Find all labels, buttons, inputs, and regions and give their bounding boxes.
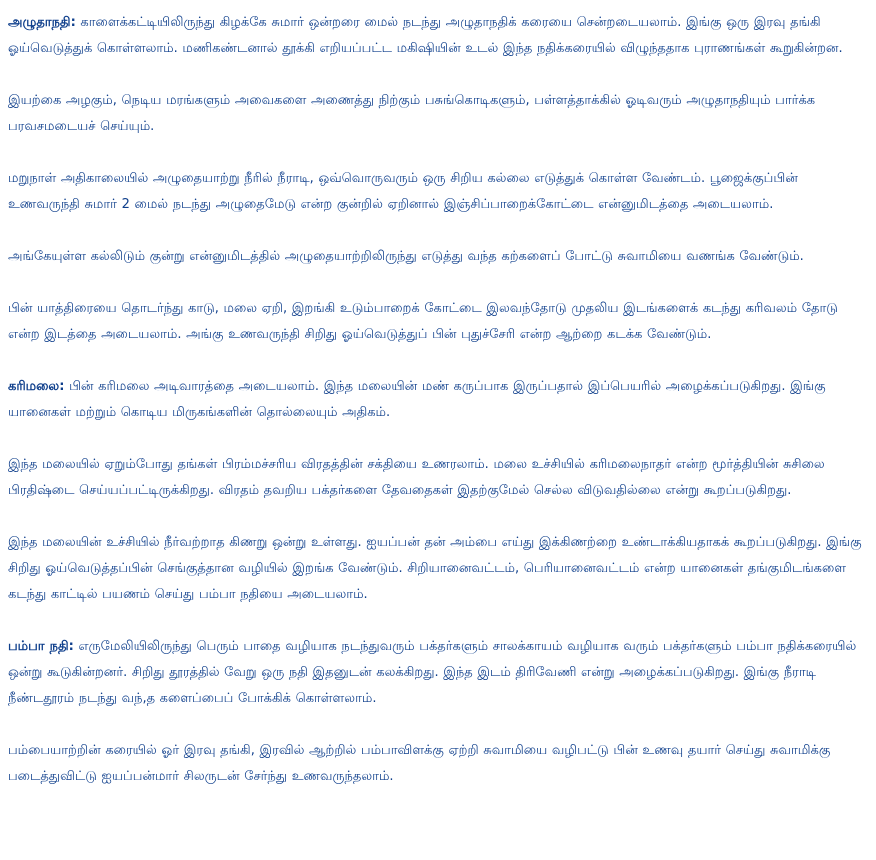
- paragraph-text: பின் யாத்திரையை தொடர்ந்து காடு, மலை ஏறி, இறங்கி உடும்பாறைக் கோட்டை இலவந்தோடு முதலிய இடங்களைக் கடந்து கரிவலம் தோடு என்ற இடத்தை அடையலாம். அங்கு உணவருந்தி சிறிது ஓய்வெடுத்துப் பின் புதுச்சேரி என்ற ஆற்றை கடக்க வேண்டும்.: [8, 301, 838, 342]
- paragraph-karimalai-climb: [8, 452, 870, 504]
- paragraph-pamba-night: [8, 738, 870, 790]
- paragraph-text: இந்த மலையின் உச்சியில் நீர்வற்றாத கிணறு ஒன்று உள்ளது. ஐயப்பன் தன் அம்பை எய்து இக்கிணற்றை உண்டாக்கியதாகக் கூறப்படுகிறது. இங்கு சிறிது ஓய்வெடுத்தப்பின் செங்குத்தான வழியில் இறங்க வேண்டும். சிறியானைவட்டம், பெரியானைவட்டம் என்ற யானைகள் தங்குமிடங்களை கடந்து காட்டில் பயணம் செய்து பம்பா நதியை அடையலாம்.: [8, 535, 862, 602]
- paragraph-text: காளைக்கட்டியிலிருந்து கிழக்கே சுமார் ஒன்றரை மைல் நடந்து அழுதாநதிக் கரையை சென்றடையலாம். இங்கு ஒரு இரவு தங்கி ஓய்வெடுத்துக் கொள்ளலாம். மணிகண்டனால் தூக்கி எறியப்பட்ட மகிஷியின் உடல் இந்த நதிக்கரையில் விழுந்ததாக புராணங்கள் கூறுகின்றன.: [8, 15, 843, 56]
- paragraph-kallidum-kundru: [8, 244, 870, 270]
- paragraph-next-morning: [8, 166, 870, 218]
- paragraph-text: இயற்கை அழகும், நெடிய மரங்களும் அவைகளை அணைத்து நிற்கும் பசுங்கொடிகளும், பள்ளத்தாக்கில் ஓடிவரும் அழுதாநதியும் பார்க்க பரவசமடையச் செய்யும்.: [8, 93, 816, 134]
- paragraph-karimalai: [8, 374, 870, 426]
- paragraph-nature: [8, 88, 870, 140]
- paragraph-text: அங்கேயுள்ள கல்லிடும் குன்று என்னுமிடத்தில் அழுதையாற்றிலிருந்து எடுத்து வந்த கற்களைப் போட்டு சுவாமியை வணங்க வேண்டும்.: [8, 249, 804, 264]
- paragraph-pamba-nadhi: [8, 634, 870, 712]
- paragraph-text: எருமேலியிலிருந்து பெரும் பாதை வழியாக நடந்துவரும் பக்தர்களும் சாலக்காயம் வழியாக வரும் பக்தர்களும் பம்பா நதிக்கரையில் ஒன்று கூடுகின்றனர். சிறிது தூரத்தில் வேறு ஒரு நதி இதனுடன் கலக்கிறது. இந்த இடம் திரிவேணி என்று அழைக்கப்படுகிறது. இங்கு நீராடி நீண்டதூரம் நடந்து வந்,த களைப்பைப் போக்கிக் கொள்ளலாம்.: [8, 639, 857, 706]
- paragraph-text: மறுநாள் அதிகாலையில் அழுதையாற்று நீரில் நீராடி, ஒவ்வொருவரும் ஒரு சிறிய கல்லை எடுத்துக் கொள்ள வேண்டம். பூஜைக்குப்பின் உணவருந்தி சுமார் 2 மைல் நடந்து அழுதைமேடு என்ற குன்றில் ஏறினால் இஞ்சிப்பாறைக்கோட்டை என்னுமிடத்தை அடையலாம்.: [8, 171, 798, 212]
- paragraph-text: பின் கரிமலை அடிவாரத்தை அடையலாம். இந்த மலையின் மண் கருப்பாக இருப்பதால் இப்பெயரில் அழைக்கப்படுகிறது. இங்கு யானைகள் மற்றும் கொடிய மிருகங்களின் தொல்லையும் அதிகம்.: [8, 379, 826, 420]
- paragraph-heading: கரிமலை:: [8, 379, 65, 394]
- paragraph-text: பம்பையாற்றின் கரையில் ஓர் இரவு தங்கி, இரவில் ஆற்றில் பம்பாவிளக்கு ஏற்றி சுவாமியை வழிபட்டு பின் உணவு தயார் செய்து சுவாமிக்கு படைத்துவிட்டு ஐயப்பன்மார் சிலருடன் சேர்ந்து உணவருந்தலாம்.: [8, 743, 831, 784]
- paragraph-text: இந்த மலையில் ஏறும்போது தங்கள் பிரம்மச்சரிய விரதத்தின் சக்தியை உணரலாம். மலை உச்சியில் கரிமலைநாதர் என்ற மூர்த்தியின் சுசிலை பிரதிஷ்டை செய்யப்பட்டிருக்கிறது. விரதம் தவறிய பக்தர்களை தேவதைகள் இதற்குமேல் செல்ல விடுவதில்லை என்று கூறப்படுகிறது.: [8, 457, 825, 498]
- paragraph-journey: [8, 296, 870, 348]
- paragraph-azhuthanadhi: [8, 10, 870, 62]
- paragraph-heading: அழுதாநதி:: [8, 15, 76, 30]
- paragraph-karimalai-well: [8, 530, 870, 608]
- paragraph-heading: பம்பா நதி:: [8, 639, 74, 654]
